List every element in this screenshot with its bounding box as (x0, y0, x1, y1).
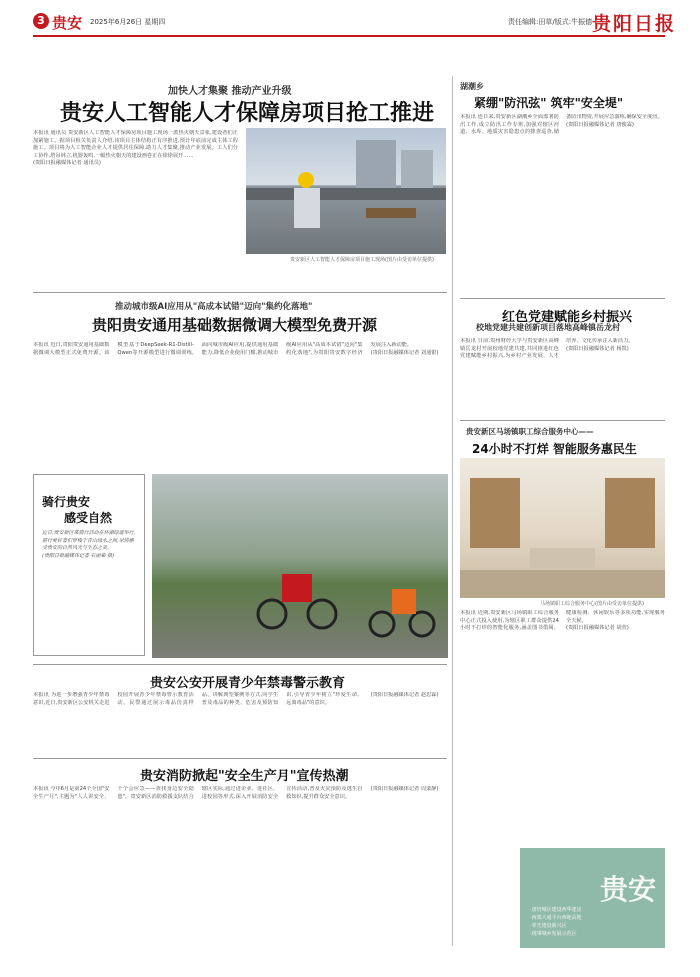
a2-kicker: 推动城市级AI应用从"高成本试错"迈向"集约化落地" (115, 302, 313, 312)
header-divider (33, 35, 665, 37)
divider (33, 292, 447, 293)
divider (460, 420, 665, 421)
a2-title: 贵阳贵安通用基础数据微调大模型免费开源 (92, 316, 378, 334)
page-header (0, 0, 700, 36)
a1-kicker: 加快人才集聚 推动产业升级 (168, 86, 292, 97)
editor-credit: 责任编辑:田草/版式:牛振德 (508, 18, 593, 26)
cyclists-illustration (152, 474, 448, 658)
cycling-photo (152, 474, 448, 658)
a5-kicker: 湖潮乡 (460, 82, 484, 91)
a1-caption: 贵安新区人工智能人才保障房项目施工现场(图片由受访单位提供) (290, 257, 434, 263)
a7-title: 24小时不打烊 智能服务惠民生 (472, 442, 637, 456)
cycling-brief-box (33, 474, 145, 656)
ad-slogans: ·唐培城区建设西华建房 ·西部大通平台西地高地 ·率先建设新兴区 ·现事城乡发展示范区 (530, 907, 582, 937)
a7-caption: 马场镇职工综合服务中心(图片由受访单位提供) (540, 601, 644, 607)
brief-body: 近日,贵安新区某骑行活动在环湖绿道举行,骑行爱好者们穿梭于青山绿水之间,尽情感受贵安的自然风光与生态之美。 (贵阳日报融媒体记者 石丽菊 摄) (42, 530, 136, 559)
a7-kicker: 贵安新区马场镇职工综合服务中心—— (466, 427, 594, 436)
a3-title: 贵安公安开展青少年禁毒警示教育 (150, 676, 346, 691)
a4-body: 本报讯 今年6月是第24个全国"安全生产月",主题为"人人讲安全、个个会应急——查找身边安全隐患"。贵安新区消防救援支队结合辖区实际,通过进企业、进社区、进校园等形式,深入开展消防安全宣传活动,普及火灾预防及逃生自救知识,提升群众安全意识。 (贵阳日报融媒体记者 周栾静) (33, 786, 439, 800)
a6-body: 本报讯 日前,贵州财经大学与贵安新区高峰镇岳龙村开展校地党建共建,共同推进红色党建赋能乡村振兴,为乡村产业发展、人才培养、文化传承注入新活力。 (贵阳日报融媒体记者 杨凯) (460, 338, 634, 360)
library-illustration (460, 458, 665, 598)
construction-illustration (246, 128, 446, 254)
issue-date: 2025年6月26日 星期四 (90, 18, 166, 26)
a3-body: 本报讯 为进一步增强青少年禁毒意识,近日,贵安新区公安机关走进校园开展青少年禁毒警示教育活动。民警通过展示毒品仿真样品、讲解典型案例等方式,向学生普及毒品的种类、危害及预防知识,引导青少年树立"珍爱生命、远离毒品"的意识。 (贵阳日报融媒体记者 赵思霖) (33, 692, 439, 706)
a6-subtitle: 校地党建共建创新项目落地高峰镇岳龙村 (476, 323, 620, 332)
column-divider (452, 76, 453, 946)
a2-body: 本报讯 近日,贵阳贵安通用基础数据微调大模型正式免费开源。该模型基于DeepSeek-R1-Distill-Qwen等开源模型进行微调训练,面向城市级AI应用,提供通用基础能力,降低企业使用门槛,推动城市级AI应用从"高成本试错"迈向"集约化落地",为贵阳贵安数字经济发展注入新动能。 (贵阳日报融媒体记者 刘通银) (33, 342, 439, 356)
service-center-photo (460, 458, 665, 598)
a1-body: 本报讯 通讯员 贵安新区人工智能人才保障房项目施工现场一派热火朝天景象,建设者们正加紧施工。据项目相关负责人介绍,该项目主体结构正有序推进,预计年底前完成主体工程施工。项目将为人工智能企业人才提供居住保障,助力人才集聚,推动产业发展。工人们分工协作,塔吊林立,机器轰鸣,一幅热火朝天的建设画卷正在徐徐展开…… (贵阳日报融媒体记者 通讯员) (33, 130, 238, 167)
brief-title-2: 感受自然 (64, 511, 113, 525)
brief-title-1: 骑行贵安 (42, 495, 91, 509)
page-number: 3 (33, 13, 49, 29)
a6-title: 红色党建赋能乡村振兴 (502, 310, 633, 325)
section-name: 贵安 (52, 14, 83, 32)
newspaper-logo: 贵阳日报 (592, 13, 677, 35)
a4-title: 贵安消防掀起"安全生产月"宣传热潮 (140, 769, 349, 784)
construction-photo (246, 128, 446, 254)
a5-title: 紧绷"防汛弦" 筑牢"安全堤" (474, 96, 624, 110)
divider (33, 758, 447, 759)
guian-slogan-ad (520, 848, 665, 948)
a5-body: 本报讯 连日来,贵安新区湖潮乡全面部署防汛工作,成立防汛工作专班,加强对辖区河道、水库、地质灾害隐患点的排查巡查,储备防汛物资,开展应急演练,确保安全度汛。 (贵阳日报融媒体记者 唐俊霖) (460, 114, 663, 136)
divider (33, 664, 447, 665)
ad-title: 贵安 (600, 873, 657, 906)
a7-body: 本报讯 近期,贵安新区马场镇职工综合服务中心正式投入使用,为辖区职工群众提供24小时不打烊的智能化服务,涵盖图书借阅、健康检测、休闲娱乐等多项功能,实现服务全天候。 (贵阳日报融媒体记者 胡萱) (460, 610, 665, 632)
divider (460, 298, 665, 299)
a1-title: 贵安人工智能人才保障房项目抢工推进 (60, 101, 435, 126)
